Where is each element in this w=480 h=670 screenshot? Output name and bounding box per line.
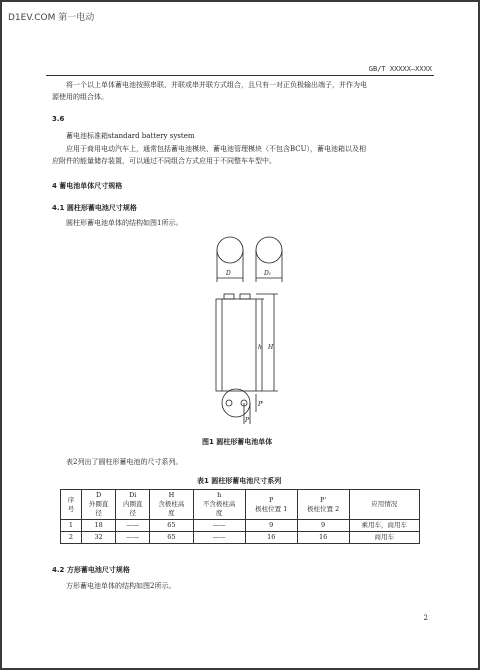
- table-header-cell: D 外圈直 径: [82, 490, 116, 520]
- table-header-cell: P 极柱位置 1: [245, 490, 297, 520]
- page-number: 2: [423, 614, 428, 622]
- terminal-right: [240, 294, 250, 299]
- table-cell: 16: [297, 532, 349, 544]
- paragraph-line: 源使用的组合体。: [52, 93, 108, 101]
- table-header-row: [61, 490, 420, 520]
- subsection-heading: 4.2 方形蓄电池尺寸规格: [52, 566, 130, 574]
- table-header-cell: h 不含极柱高 度: [193, 490, 245, 520]
- table-cell: ——: [116, 532, 150, 544]
- table-header-cell: Di 内圈直 径: [116, 490, 150, 520]
- paragraph-line: 方形蓄电池单体的结构如图2所示。: [66, 582, 176, 590]
- table-header-cell: H 含极柱高 度: [150, 490, 193, 520]
- label-h: h: [258, 344, 262, 351]
- table-cell: ——: [116, 520, 150, 532]
- section-heading: 4 蓄电池单体尺寸规格: [52, 182, 123, 190]
- table-cell: ——: [193, 532, 245, 544]
- dimension-table: [60, 489, 420, 544]
- paragraph-line: 表2列出了圆柱形蓄电池的尺寸系列。: [66, 458, 183, 466]
- site-watermark: D1EV.COM 第一电动: [8, 13, 95, 23]
- table-cell: 65: [150, 520, 193, 532]
- figure-caption: 图1 圆柱形蓄电池单体: [202, 438, 273, 446]
- label-d1: D₁: [264, 270, 272, 277]
- table-cell: 9: [297, 520, 349, 532]
- table-cell: 16: [245, 532, 297, 544]
- paragraph-line: 应附件的能量储存装置，可以通过不同组合方式应用于不同整车车型中。: [52, 157, 276, 165]
- label-h-upper: H: [268, 344, 274, 351]
- table-cell: 65: [150, 532, 193, 544]
- table-cell: 18: [82, 520, 116, 532]
- subsection-heading: 4.1 圆柱形蓄电池尺寸规格: [52, 204, 137, 212]
- label-d: D: [226, 270, 231, 277]
- table-header-cell: 序 号: [61, 490, 82, 520]
- terminal-left: [224, 294, 234, 299]
- table-cell: 商用车: [349, 532, 419, 544]
- table-header-cell: P' 极柱位置 2: [297, 490, 349, 520]
- header-rule: [46, 75, 434, 76]
- inner-circle-view: [256, 237, 282, 263]
- table-caption: 表1 圆柱形蓄电池尺寸系列: [197, 477, 282, 485]
- label-p: P: [245, 417, 250, 424]
- label-p-prime: P': [258, 401, 264, 408]
- table-cell: 1: [61, 520, 82, 532]
- table-cell: 乘用车，商用车: [349, 520, 419, 532]
- table-row: [61, 520, 420, 532]
- outer-circle-view: [217, 237, 243, 263]
- document-page: [2, 2, 478, 668]
- table-row: [61, 532, 420, 544]
- table-cell: ——: [193, 520, 245, 532]
- cylindrical-cell-figure: [152, 234, 332, 429]
- term-definition: 蓄电池标准箱standard battery system: [66, 132, 195, 140]
- table-cell: 32: [82, 532, 116, 544]
- standard-number: GB/T XXXXX—XXXX: [368, 65, 432, 73]
- table-cell: 2: [61, 532, 82, 544]
- section-number: 3.6: [52, 115, 65, 123]
- table-header-cell: 应用情况: [349, 490, 419, 520]
- paragraph-line: 圆柱形蓄电池单体的结构如图1所示。: [66, 219, 183, 227]
- table-cell: 9: [245, 520, 297, 532]
- paragraph-line: 将一个以上单体蓄电池按照串联、并联或串并联方式组合，且只有一对正负极输出端子，并作为电: [66, 81, 367, 89]
- paragraph-line: 应用于商用电动汽车上，通常包括蓄电池模块、蓄电池管理模块（不包含BCU），蓄电池箱以及相: [66, 145, 367, 153]
